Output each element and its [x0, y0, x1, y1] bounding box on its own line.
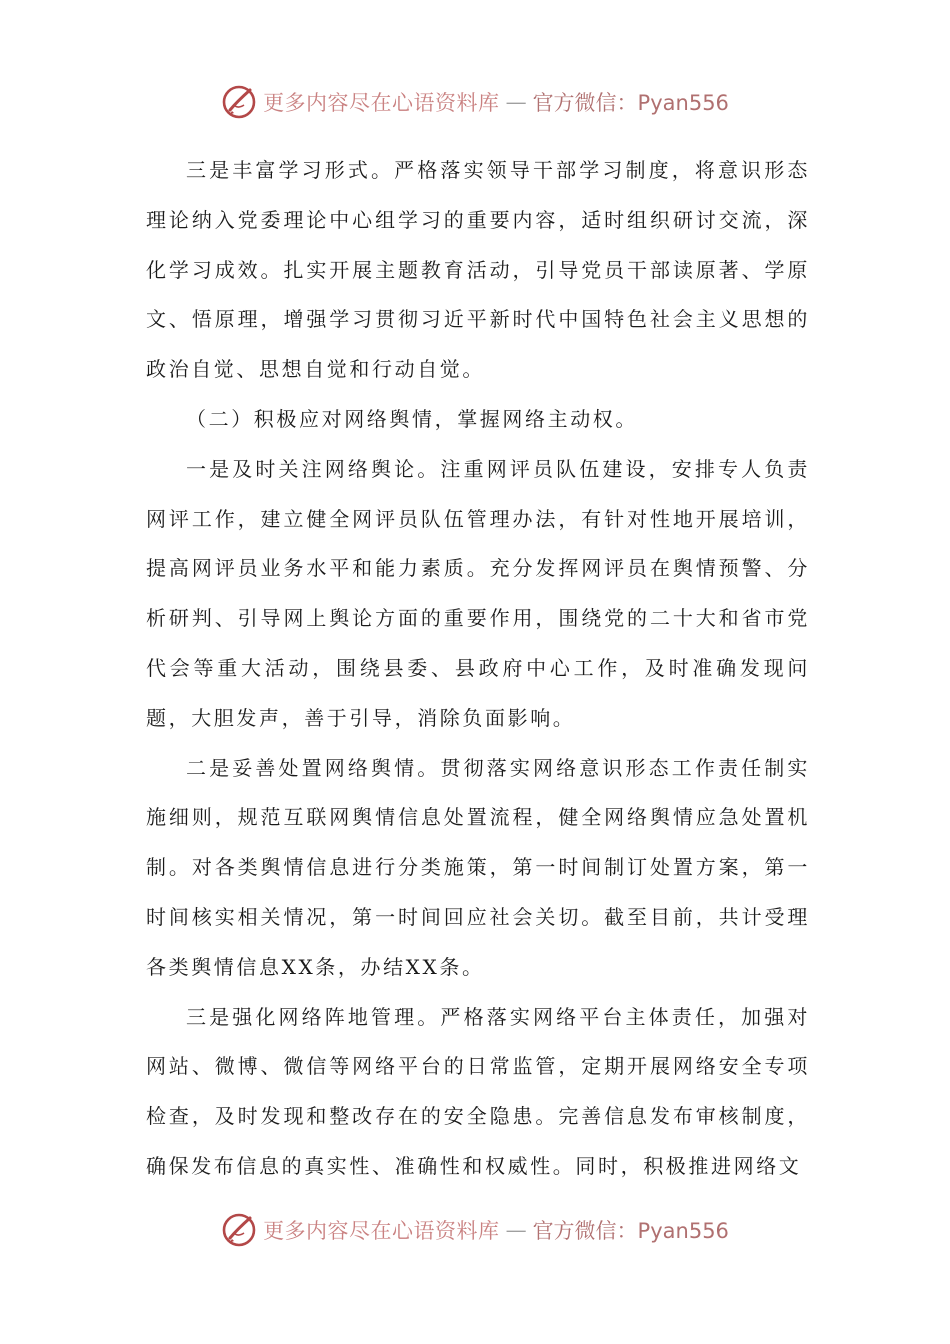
header-banner-text: 更多内容尽在心语资料库 [263, 91, 500, 115]
section-heading-network-opinion: （二）积极应对网络舆情，掌握网络主动权。 [186, 406, 638, 431]
paragraph-study-forms: 三是丰富学习形式。严格落实领导干部学习制度，将意识形态理论纳入党委理论中心组学习的重要内容，适时组织研讨交流，深化学习成效。扎实开展主题教育活动，引导党员干部读原著、学原文、悟原理，增强学习贯彻习近平新时代中国特色社会主义思想的政治自觉、思想自觉和行动自觉。 [146, 158, 810, 382]
pen-circle-logo-icon [221, 1212, 257, 1248]
footer-banner-inner [221, 1212, 729, 1248]
paragraph-monitor-opinion: 一是及时关注网络舆论。注重网评员队伍建设，安排专人负责网评工作，建立健全网评员队伍管理办法，有针对性地开展培训，提高网评员业务水平和能力素质。充分发挥网评员在舆情预警、分析研判、引导网上舆论方面的重要作用，围绕党的二十大和省市党代会等重大活动，围绕县委、县政府中心工作，及时准确发现问题，大胆发声，善于引导，消除负面影响。 [146, 456, 810, 730]
header-banner-inner [221, 84, 729, 120]
header-banner-separator: — [505, 90, 527, 114]
header-banner-wechat: 官方微信：Pyan556 [532, 91, 729, 115]
document-body [146, 146, 810, 1192]
paragraph-network-management: 三是强化网络阵地管理。严格落实网络平台主体责任，加强对网站、微博、微信等网络平台的日常监管，定期开展网络安全专项检查，及时发现和整改存在的安全隐患。完善信息发布审核制度，确保发布信息的真实性、准确性和权威性。同时，积极推进网络文 [146, 1004, 810, 1178]
footer-banner-text: 更多内容尽在心语资料库 [263, 1219, 500, 1243]
pen-circle-logo-icon [221, 84, 257, 120]
footer-banner-wechat: 官方微信：Pyan556 [532, 1219, 729, 1243]
paragraph-handle-opinion: 二是妥善处置网络舆情。贯彻落实网络意识形态工作责任制实施细则，规范互联网舆情信息处置流程，健全网络舆情应急处置机制。对各类舆情信息进行分类施策，第一时间制订处置方案，第一时间核实相关情况，第一时间回应社会关切。截至目前，共计受理各类舆情信息XX条，办结XX条。 [146, 755, 810, 979]
footer-banner [0, 1208, 950, 1252]
footer-banner-separator: — [505, 1218, 527, 1242]
header-banner [0, 80, 950, 124]
